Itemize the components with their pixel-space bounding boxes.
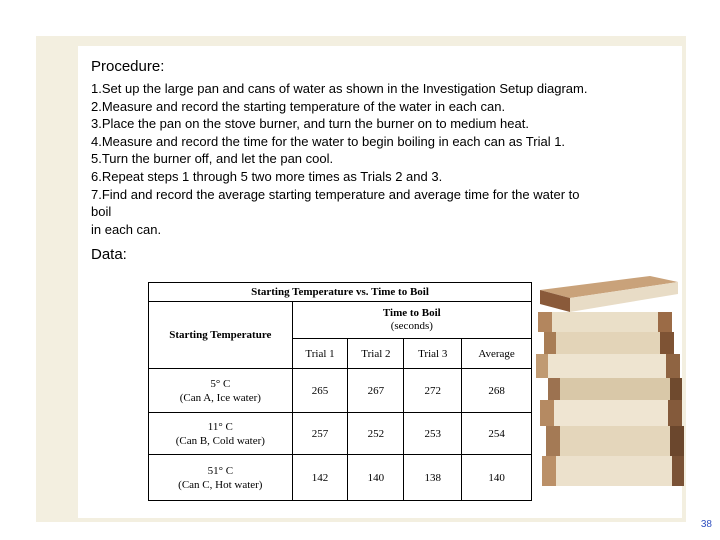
table-cell: 254: [462, 413, 532, 455]
row-label: [149, 413, 293, 455]
table-cell: 252: [348, 413, 404, 455]
row-label-can: (Can B, Cold water): [175, 434, 265, 447]
table-cell: 138: [404, 455, 462, 501]
table-row: [149, 455, 532, 501]
table-row: [149, 369, 532, 413]
column-header: Trial 2: [348, 339, 404, 369]
procedure-step: 1.Set up the large pan and cans of water as shown in the Investigation Setup diagram.: [91, 81, 588, 96]
book-icon: [538, 312, 672, 332]
procedure-step: 6.Repeat steps 1 through 5 two more times as Trials 2 and 3.: [91, 168, 443, 184]
table-cell: 140: [462, 455, 532, 501]
table-cell: 268: [462, 369, 532, 413]
book-icon: [536, 354, 680, 378]
procedure-step: 3.Place the pan on the stove burner, and turn the burner on to medium heat.: [91, 116, 529, 132]
book-icon: [540, 400, 682, 426]
book-stack-illustration: [530, 268, 690, 498]
procedure-step: boil: [91, 204, 112, 220]
data-heading: Data:: [91, 246, 127, 263]
column-header: Average: [462, 339, 532, 369]
table-cell: 140: [348, 455, 404, 501]
group-header-unit: (seconds): [390, 320, 433, 332]
group-header: [292, 302, 531, 339]
procedure-steps: [91, 80, 631, 238]
row-label: [149, 369, 293, 413]
table-cell: 267: [348, 369, 404, 413]
data-table: [148, 282, 532, 501]
table-cell: 272: [404, 369, 462, 413]
table-title: Starting Temperature vs. Time to Boil: [149, 283, 532, 302]
procedure-step: 7.Find and record the average starting temperature and average time for the water to: [91, 186, 580, 202]
procedure-step: 2.Measure and record the starting temperature of the water in each can.: [91, 98, 506, 114]
table-row: [149, 413, 532, 455]
book-icon: [540, 276, 678, 312]
book-icon: [544, 332, 674, 354]
book-icon: [546, 426, 684, 456]
procedure-step: 5.Turn the burner off, and let the pan cool.: [91, 151, 334, 167]
table-cell: 265: [292, 369, 348, 413]
row-label-can: (Can A, Ice water): [179, 391, 261, 404]
row-label: [149, 455, 293, 501]
table-cell: 257: [292, 413, 348, 455]
row-header-label: Starting Temperature: [149, 302, 293, 369]
procedure-step: in each can.: [91, 221, 162, 237]
book-icon: [542, 456, 684, 486]
book-icon: [548, 378, 682, 400]
table-cell: 142: [292, 455, 348, 501]
procedure-heading: Procedure:: [91, 58, 165, 75]
table-cell: 253: [404, 413, 462, 455]
page-number: 38: [700, 519, 712, 530]
row-label-can: (Can C, Hot water): [178, 478, 263, 491]
row-label-temp: 51° C: [207, 464, 234, 477]
row-label-temp: 11° C: [207, 420, 233, 433]
procedure-step: 4.Measure and record the time for the water to begin boiling in each can as Trial 1.: [91, 133, 566, 149]
group-header-title: Time to Boil: [382, 307, 441, 319]
column-header: Trial 1: [292, 339, 348, 369]
column-header: Trial 3: [404, 339, 462, 369]
row-label-temp: 5° C: [210, 377, 231, 390]
